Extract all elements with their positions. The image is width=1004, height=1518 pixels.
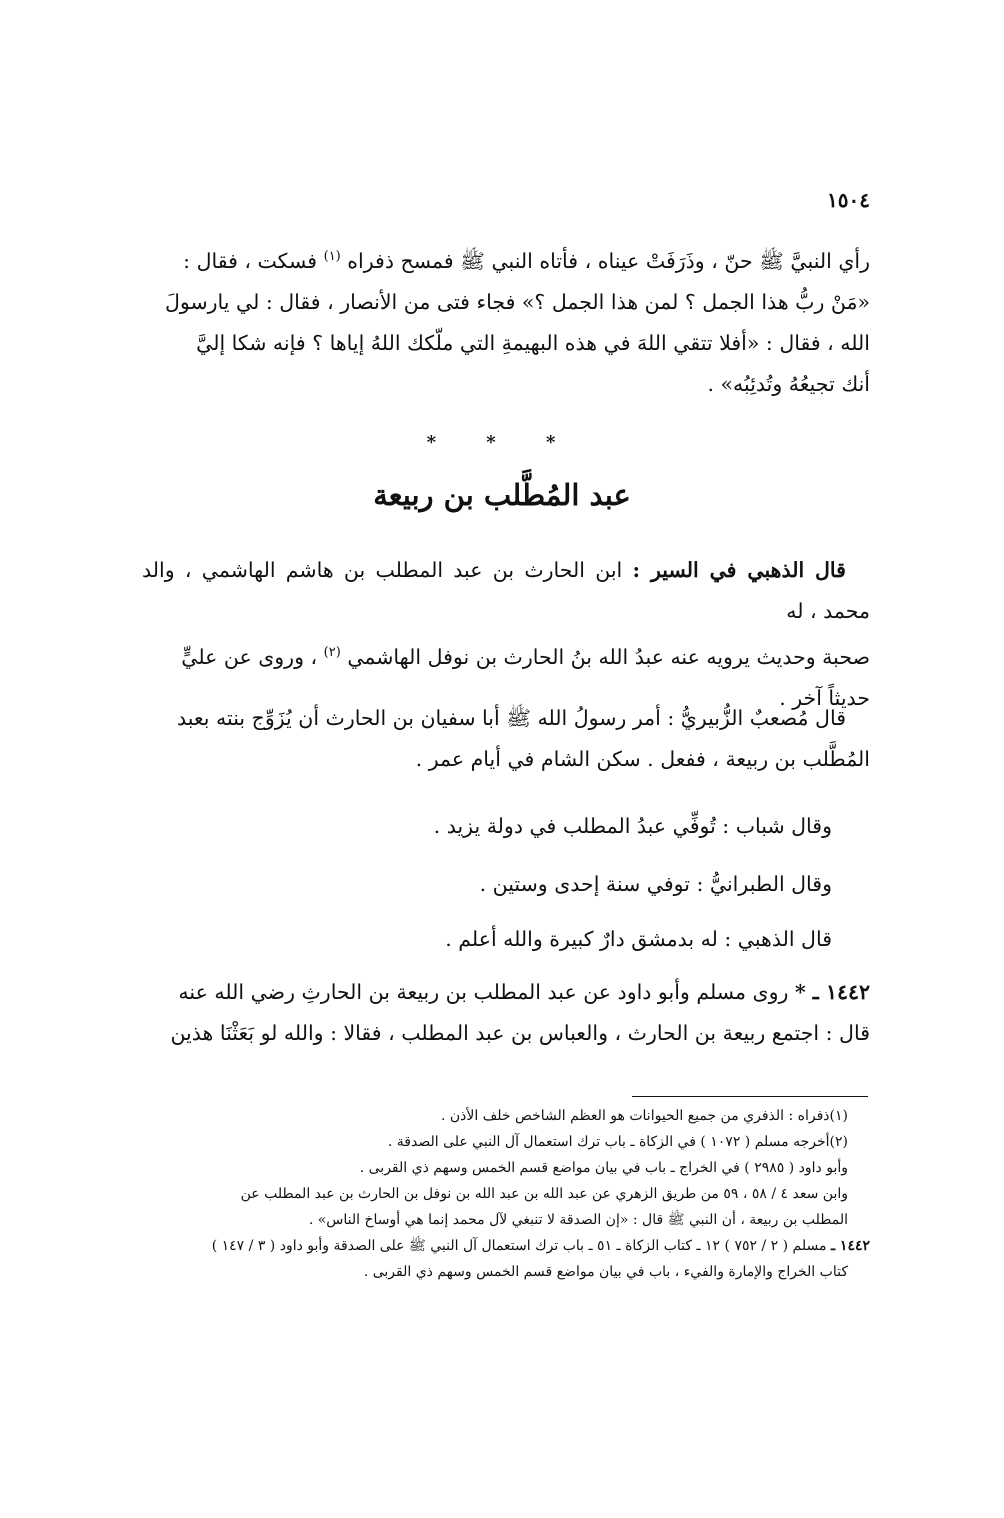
- musab-paragraph: [142, 698, 870, 780]
- footnote-hadith-number: ١٤٤٢ ـ: [830, 1238, 870, 1254]
- footnote: كتاب الخراج والإمارة والفيء ، باب في بيان مواضع قسم الخمس وسهم ذي القربى .: [363, 1264, 848, 1280]
- paragraph-line: المُطَّلب بن ربيعة ، ففعل . سكن الشام في أيام عمر .: [415, 747, 870, 771]
- tabarani-paragraph: [142, 864, 870, 905]
- footnote: المطلب بن ربيعة ، أن النبي ﷺ قال : «إن الصدقة لا تنبغي لآل محمد إنما هي أوساخ الناس» .: [308, 1212, 848, 1228]
- paragraph-line: قال : اجتمع ربيعة بن الحارث ، والعباس بن عبد المطلب ، فقالا : والله لو بَعَثْنَا هذين: [170, 1021, 870, 1045]
- intro-line: رأي النبيَّ ﷺ حنّ ، وذَرَفَتْ عيناه ، فأتاه النبي ﷺ فمسح ذفراه $^{(١)}$ فسكت ، فقال :: [183, 248, 870, 273]
- intro-paragraph: [142, 236, 870, 405]
- paragraph-line: قال مُصعبٌ الزُّبيريُّ : أمر رسولُ الله ﷺ أبا سفيان بن الحارث أن يُزَوِّج بنته بعبد: [176, 706, 846, 730]
- dhahabi-paragraph: [142, 550, 870, 719]
- paragraph-line: قال الذهبي في السير : ابن الحارث بن عبد المطلب بن هاشم الهاشمي ، والد محمد ، له: [142, 558, 870, 623]
- paragraph-line: قال الذهبي : له بدمشق دارٌ كبيرة والله أعلم .: [445, 927, 832, 951]
- hadith-number: ١٤٤٢ ـ *: [794, 980, 870, 1004]
- intro-line: «مَنْ ربُّ هذا الجمل ؟ لمن هذا الجمل ؟» فجاء فتى من الأنصار ، فقال : لي يارسولَ: [164, 289, 870, 314]
- paragraph-line: وقال شباب : تُوفِّي عبدُ المطلب في دولة يزيد .: [433, 814, 832, 838]
- paragraph-line: حديثاً آخر .: [779, 685, 870, 710]
- paragraph-line: ١٤٤٢ ـ * روى مسلم وأبو داود عن عبد المطلب بن ربيعة بن الحارثِ رضي الله عنه: [178, 980, 870, 1004]
- intro-line: أنك تجيعُهُ وتُدئِبُه» .: [707, 371, 870, 396]
- section-separator: * * *: [426, 432, 578, 453]
- dhahabi-note-paragraph: [142, 919, 870, 960]
- hadith-paragraph: [142, 972, 870, 1054]
- quote-source-label: قال الذهبي في السير :: [632, 558, 846, 582]
- paragraph-line: صحبة وحديث يرويه عنه عبدُ الله بنُ الحارث بن نوفل الهاشمي $^{(٢)}$ ، وروى عن عليٍّ: [181, 644, 870, 669]
- footnote: (١)ذفراه : الذفري من جميع الحيوانات هو العظم الشاخص خلف الأذن .: [440, 1108, 848, 1124]
- footnote-hadith: ١٤٤٢ ـ مسلم ( ٢ / ٧٥٢ ) ١٢ ـ كتاب الزكاة ـ ٥١ ـ باب ترك استعمال آل النبي ﷺ على الصدقة وأبو داود ( ٣ / ١٤٧ ): [211, 1238, 870, 1254]
- footnote-ref: (٢): [323, 645, 341, 660]
- footnote-ref: (١): [323, 249, 341, 264]
- page-number: ١٥٠٤: [827, 188, 870, 212]
- footnote: وأبو داود ( ٢٩٨٥ ) في الخراج ـ باب في بيان مواضع قسم الخمس وسهم ذي القربى .: [359, 1160, 848, 1176]
- footnotes: [142, 1103, 870, 1285]
- intro-line: الله ، فقال : «أفلا تتقي اللهَ في هذه البهيمةِ التي ملّكك اللهُ إياها ؟ فإنه شكا إليَّ: [196, 330, 870, 355]
- section-heading: عبد المُطَّلب بن ربيعة: [373, 478, 631, 512]
- footnote-divider: [632, 1096, 868, 1097]
- footnote: وابن سعد ٤ / ٥٨ ، ٥٩ من طريق الزهري عن عبد الله بن عبد الله بن نوفل بن الحارث بن عبد المطلب عن: [240, 1186, 848, 1202]
- footnote: (٢)أخرجه مسلم ( ١٠٧٢ ) في الزكاة ـ باب ترك استعمال آل النبي على الصدقة .: [387, 1134, 848, 1150]
- paragraph-line: وقال الطبرانيُّ : توفي سنة إحدى وستين .: [479, 872, 832, 896]
- shabab-paragraph: [142, 806, 870, 847]
